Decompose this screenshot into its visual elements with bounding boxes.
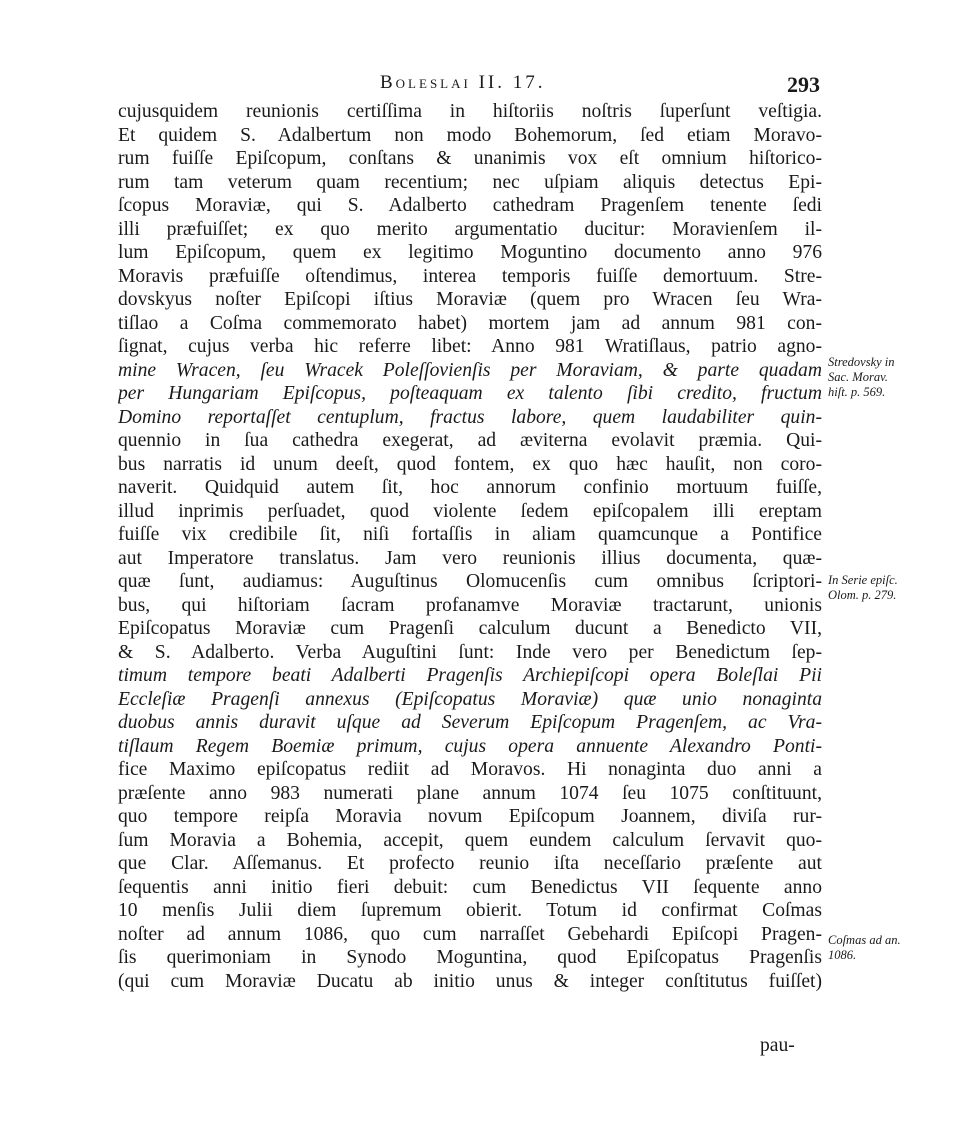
text-line: lum Epiſcopum, quem ex legitimo Moguntino documento anno 976	[118, 242, 822, 263]
text-line: bus narratis id unum deeſt, quod fontem, ex quo hæc hauſit, non coro-	[118, 453, 822, 475]
page-number: 293	[787, 72, 820, 97]
catchword: pau-	[760, 1035, 795, 1056]
page-header	[120, 72, 820, 100]
text-line-quote: timum tempore beati Adalberti Pragenſis Archiepiſcopi opera Boleſlai Pii	[118, 665, 822, 686]
text-line: quæ ſunt, audiamus: Auguſtinus Olomucenſis cum omnibus ſcriptori-	[118, 571, 822, 592]
text-line-quote: per Hungariam Epiſcopus, poſteaquam ex talento ſibi credito, fructum	[118, 383, 822, 404]
text-line-quote: Domino reportaſſet centuplum, fractus labore, quem laudabiliter quin-	[118, 406, 822, 428]
text-line: que Clar. Aſſemanus. Et profecto reunio iſta neceſſario præſente aut	[118, 853, 822, 874]
text-line: noſter ad annum 1086, quo cum narraſſet Gebehardi Epiſcopi Pragen-	[118, 923, 822, 945]
text-line: naverit. Quidquid autem ſit, hoc annorum confinio mortuum fuiſſe,	[118, 477, 822, 498]
text-line: bus, qui hiſtoriam ſacram profanamve Moraviæ tractarunt, unionis	[118, 594, 822, 616]
text-line: quo tempore reipſa Moravia novum Epiſcopum Joannem, diviſa rur-	[118, 806, 822, 827]
text-line: ſignat, cujus verba hic referre libet: Anno 981 Wratiſlaus, patrio agno-	[118, 336, 822, 357]
running-title: Boleslai II. 17.	[380, 72, 546, 93]
text-line: Moravis præfuiſſe oſtendimus, interea temporis fuiſſe demortuum. Stre-	[118, 265, 822, 287]
text-line: ſis querimoniam in Synodo Moguntina, quod Epiſcopatus Pragenſis	[118, 947, 822, 968]
text-line: illi præfuiſſet; ex quo merito argumentatio ducitur: Moravienſem il-	[118, 218, 822, 240]
text-line: illud inprimis perſuadet, quod violente ſedem epiſcopalem illi ereptam	[118, 500, 822, 522]
text-line: quennio in ſua cathedra exegerat, ad æviterna evolavit præmia. Qui-	[118, 430, 822, 451]
text-line: cujusquidem reunionis certiſſima in hiſtoriis noſtris ſuperſunt veſtigia.	[118, 101, 822, 122]
margin-note-line: Sac. Morav.	[828, 370, 888, 384]
text-line: ſum Moravia a Bohemia, accepit, quem eundem calculum ſervavit quo-	[118, 829, 822, 851]
text-line: tiſlao a Coſma commemorato habet) mortem jam ad annum 981 con-	[118, 312, 822, 334]
text-line: Epiſcopatus Moraviæ cum Pragenſi calculum ducunt a Benedicto VII,	[118, 618, 822, 639]
text-line: aut Imperatore translatus. Jam vero reunionis illius documenta, quæ-	[118, 547, 822, 569]
margin-note-line: Stredovsky in	[828, 355, 895, 369]
text-line: Et quidem S. Adalbertum non modo Bohemorum, ſed etiam Moravo-	[118, 124, 822, 146]
text-line: fuiſſe vix credibile ſit, niſi fortaſſis in aliam quamcunque a Pontifice	[118, 524, 822, 545]
margin-note-line: hiſt. p. 569.	[828, 385, 886, 399]
text-line: ſequentis anni initio fieri debuit: cum Benedictus VII ſequente anno	[118, 876, 822, 898]
text-line: fice Maximo epiſcopatus rediit ad Moravos. Hi nonaginta duo anni a	[118, 759, 822, 780]
margin-note-line: Olom. p. 279.	[828, 588, 897, 602]
text-line-quote: duobus annis duravit uſque ad Severum Epiſcopum Pragenſem, ac Vra-	[118, 712, 822, 733]
text-line-quote: tiſlaum Regem Boemiæ primum, cujus opera annuente Alexandro Ponti-	[118, 735, 822, 757]
margin-note-series	[828, 573, 956, 603]
text-line: (qui cum Moraviæ Ducatu ab initio unus & integer conſtitutus fuiſſet)	[118, 970, 822, 992]
text-line: ſcopus Moraviæ, qui S. Adalberto cathedram Pragenſem tenente ſedi	[118, 195, 822, 216]
margin-note-line: Coſmas ad an.	[828, 933, 901, 947]
text-line: rum tam veterum quam recentium; nec uſpiam aliquis detectus Epi-	[118, 171, 822, 193]
text-line: & S. Adalberto. Verba Auguſtini ſunt: Inde vero per Benedictum ſep-	[118, 641, 822, 663]
text-line-quote: Eccleſiæ Pragenſi annexus (Epiſcopatus Moraviæ) quæ unio nonaginta	[118, 688, 822, 710]
text-line-quote: mine Wracen, ſeu Wracek Poleſſovienſis per Moraviam, & parte quadam	[118, 359, 822, 381]
text-line: rum fuiſſe Epiſcopum, conſtans & unanimis vox eſt omnium hiſtorico-	[118, 148, 822, 169]
margin-note-cosmas	[828, 933, 956, 963]
margin-note-line: 1086.	[828, 948, 857, 962]
text-line: præſente anno 983 numerati plane annum 1074 ſeu 1075 conſtituunt,	[118, 782, 822, 804]
text-line: dovskyus noſter Epiſcopi iſtius Moraviæ (quem pro Wracen ſeu Wra-	[118, 289, 822, 310]
text-line: 10 menſis Julii diem ſupremum obierit. Totum id confirmat Coſmas	[118, 900, 822, 921]
margin-note-line: In Serie epiſc.	[828, 573, 898, 587]
main-text-block	[118, 100, 822, 993]
margin-note-stredovsky	[828, 355, 956, 400]
